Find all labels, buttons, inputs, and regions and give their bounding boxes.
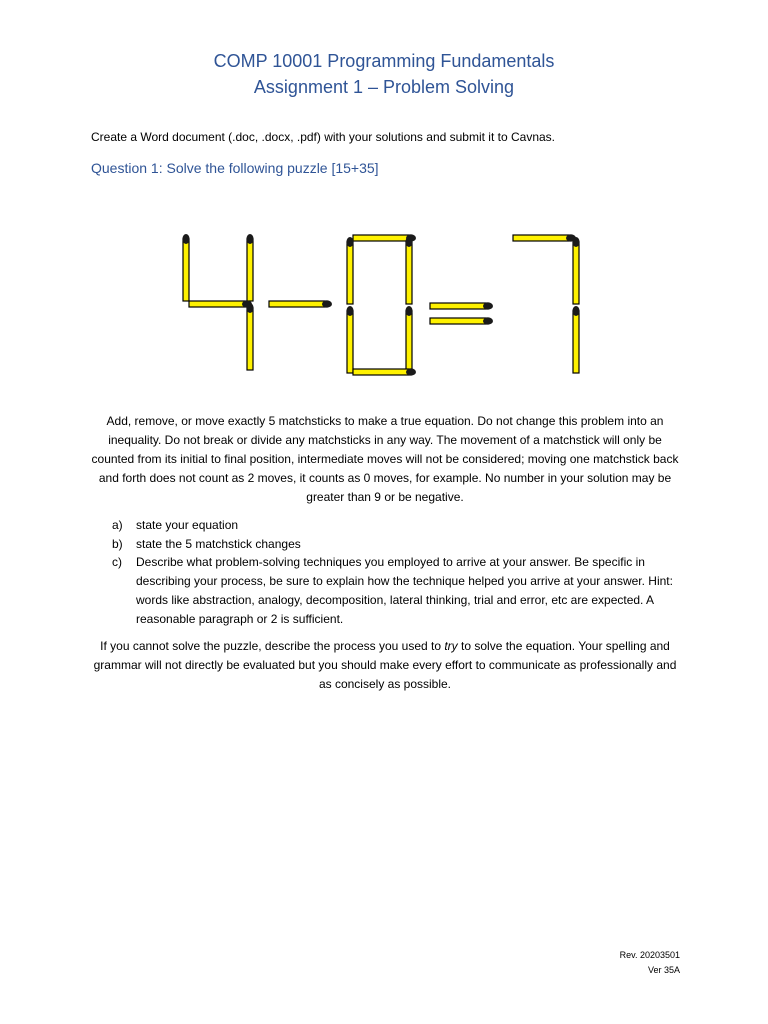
question-heading: Question 1: Solve the following puzzle [15+35] <box>91 160 379 176</box>
revision-label: Rev. 20203501 <box>619 950 680 960</box>
matchstick <box>572 306 579 373</box>
list-item-text: state the 5 matchstick changes <box>136 536 301 551</box>
list-marker: a) <box>112 518 123 532</box>
document-subtitle: Assignment 1 – Problem Solving <box>253 77 515 97</box>
task-list <box>112 516 682 628</box>
matchstick <box>513 234 576 241</box>
matchstick <box>405 237 412 304</box>
matchstick <box>572 237 579 304</box>
matchstick <box>346 306 353 373</box>
fallback-text-end: to solve the equation. Your spelling and grammar will not directly be evaluated but you should make every effort to communicate as professionally and as concisely as possible. <box>93 639 677 691</box>
digit-zero <box>346 234 416 375</box>
matchstick <box>430 302 493 309</box>
intro-text: Create a Word document (.doc, .docx, .pdf) with your solutions and submit it to Cavnas. <box>91 130 555 144</box>
fallback-emphasis: try <box>444 639 458 653</box>
matchstick <box>346 237 353 304</box>
matchstick <box>182 234 189 301</box>
list-item <box>112 535 682 554</box>
instructions-paragraph: Add, remove, or move exactly 5 matchsticks to make a true equation. Do not change this problem into an inequality. Do not break or divide any matchsticks in any way. The movement of a matchstick will only be counted from its initial to final position, intermediate moves will not be considered; moving one matchstick back and forth does not count as 2 moves, it counts as 0 moves, for example. No number in your solution may be greater than 9 or be negative. <box>91 414 679 504</box>
fallback-text-start: If you cannot solve the puzzle, describe the process you used to <box>100 639 445 653</box>
list-item-text: Describe what problem-solving techniques you employed to arrive at your answer. Be specific in describing your process, be sure to explain how the technique helped you arrive at your answer. Hint: words like abstraction, analogy, decomposition, lateral thinking, trial and error, etc are expected. A reasonable paragraph or 2 is sufficient. <box>136 555 673 626</box>
digit-four <box>182 234 253 370</box>
matchstick-puzzle <box>165 225 605 385</box>
matchstick <box>189 300 252 307</box>
matchstick <box>246 234 253 301</box>
equals-sign <box>430 302 493 324</box>
list-item <box>112 516 682 535</box>
list-item <box>112 553 682 628</box>
list-item-text: state your equation <box>136 518 239 532</box>
matchstick <box>269 300 332 307</box>
list-marker: b) <box>112 536 123 551</box>
list-marker: c) <box>112 555 122 570</box>
version-label: Ver 35A <box>647 965 680 975</box>
fallback-paragraph <box>90 637 680 694</box>
matchstick <box>405 306 412 373</box>
digit-seven <box>513 234 580 373</box>
matchstick <box>353 368 416 375</box>
matchstick <box>430 317 493 324</box>
matchstick <box>246 303 253 370</box>
minus-sign <box>269 300 332 307</box>
document-title: COMP 10001 Programming Fundamentals <box>213 51 555 71</box>
